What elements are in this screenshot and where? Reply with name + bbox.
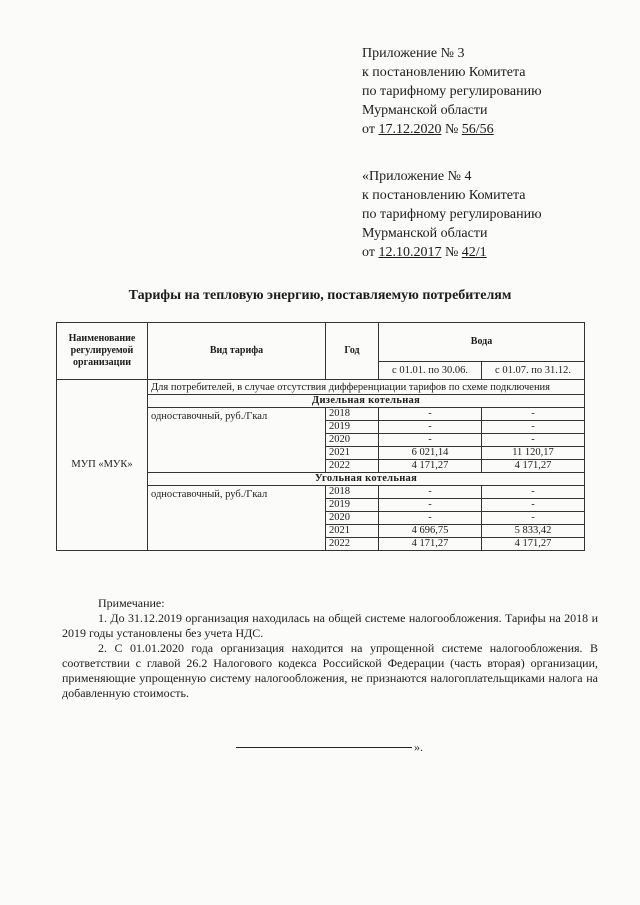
year-cell: 2021 [326,525,379,538]
value-h2: - [482,421,585,434]
value-h1: - [379,499,482,512]
value-h2: 4 171,27 [482,538,585,551]
appendix-date-line [362,120,622,139]
notes [62,596,598,701]
appendix-line: к постановлению Комитета [362,188,526,203]
value-h1: 4 171,27 [379,538,482,551]
value-h1: 4 171,27 [379,460,482,473]
date-prefix: от [362,245,379,260]
appendix-line: по тарифному регулированию [362,84,542,99]
value-h2: - [482,434,585,447]
appendix-date: 12.10.2017 [378,245,442,260]
year-cell: 2020 [326,512,379,525]
value-h2: 5 833,42 [482,525,585,538]
document-title: Тарифы на тепловую энергию, поставляемую потребителям [128,288,512,303]
table-header-row [57,323,585,362]
tariff-table [56,322,585,551]
header-tariff-type: Вид тарифа [148,323,326,380]
section-name: Угольная котельная [148,473,585,486]
appendix-line: к постановлению Комитета [362,65,526,80]
value-h1: - [379,434,482,447]
appendix-amended [362,167,622,262]
year-cell: 2018 [326,486,379,499]
appendix-date: 17.12.2020 [378,122,442,137]
period-h2: с 01.07. по 31.12. [482,362,585,380]
header-water: Вода [379,323,585,362]
value-h2: - [482,499,585,512]
year-cell: 2022 [326,460,379,473]
value-h2: 11 120,17 [482,447,585,460]
organization-name: МУП «МУК» [57,380,148,551]
value-h2: - [482,408,585,421]
appendix-line: Мурманской области [362,226,488,241]
value-h2: - [482,512,585,525]
year-cell: 2021 [326,447,379,460]
value-h1: - [379,421,482,434]
appendix-current [362,44,622,139]
tariff-type: одноставочный, руб./Гкал [148,408,326,473]
year-cell: 2022 [326,538,379,551]
header-organization: Наименование регулируемой организации [57,323,148,380]
consumers-note-row [57,380,585,395]
number-prefix: № [441,245,462,260]
appendix-line: Мурманской области [362,103,488,118]
value-h1: - [379,408,482,421]
number-prefix: № [441,122,462,137]
year-cell: 2019 [326,421,379,434]
value-h2: - [482,486,585,499]
closing-line [236,747,412,748]
date-prefix: от [362,122,379,137]
value-h1: 4 696,75 [379,525,482,538]
year-cell: 2019 [326,499,379,512]
closing-mark: ». [414,740,423,754]
appendix-line: Приложение № 3 [362,46,465,61]
period-h1: с 01.01. по 30.06. [379,362,482,380]
section-name: Дизельная котельная [148,395,585,408]
appendix-number: 56/56 [461,122,494,137]
appendix-number: 42/1 [461,245,487,260]
note-item-1: 1. До 31.12.2019 организация находилась на общей системе налогообложения. Тарифы на 2018 и 2019 годы установлены без учета НДС. [62,611,598,640]
header-year: Год [326,323,379,380]
appendix-date-line [362,243,622,262]
value-h1: - [379,512,482,525]
consumers-note: Для потребителей, в случае отсутствия дифференциации тарифов по схеме подключения [148,380,585,395]
appendix-line: по тарифному регулированию [362,207,542,222]
year-cell: 2020 [326,434,379,447]
tariff-type: одноставочный, руб./Гкал [148,486,326,551]
value-h2: 4 171,27 [482,460,585,473]
appendix-line: «Приложение № 4 [362,169,472,184]
value-h1: 6 021,14 [379,447,482,460]
value-h1: - [379,486,482,499]
notes-label: Примечание: [98,596,165,610]
year-cell: 2018 [326,408,379,421]
note-item-2: 2. С 01.01.2020 года организация находится на упрощенной системе налогообложения. В соответствии с главой 26.2 Налогового кодекса Российской Федерации (часть вторая) организации, применяющие упрощенную систему налогообложения, не признаются налогоплательщиками налога на добавленную стоимость. [62,641,598,700]
